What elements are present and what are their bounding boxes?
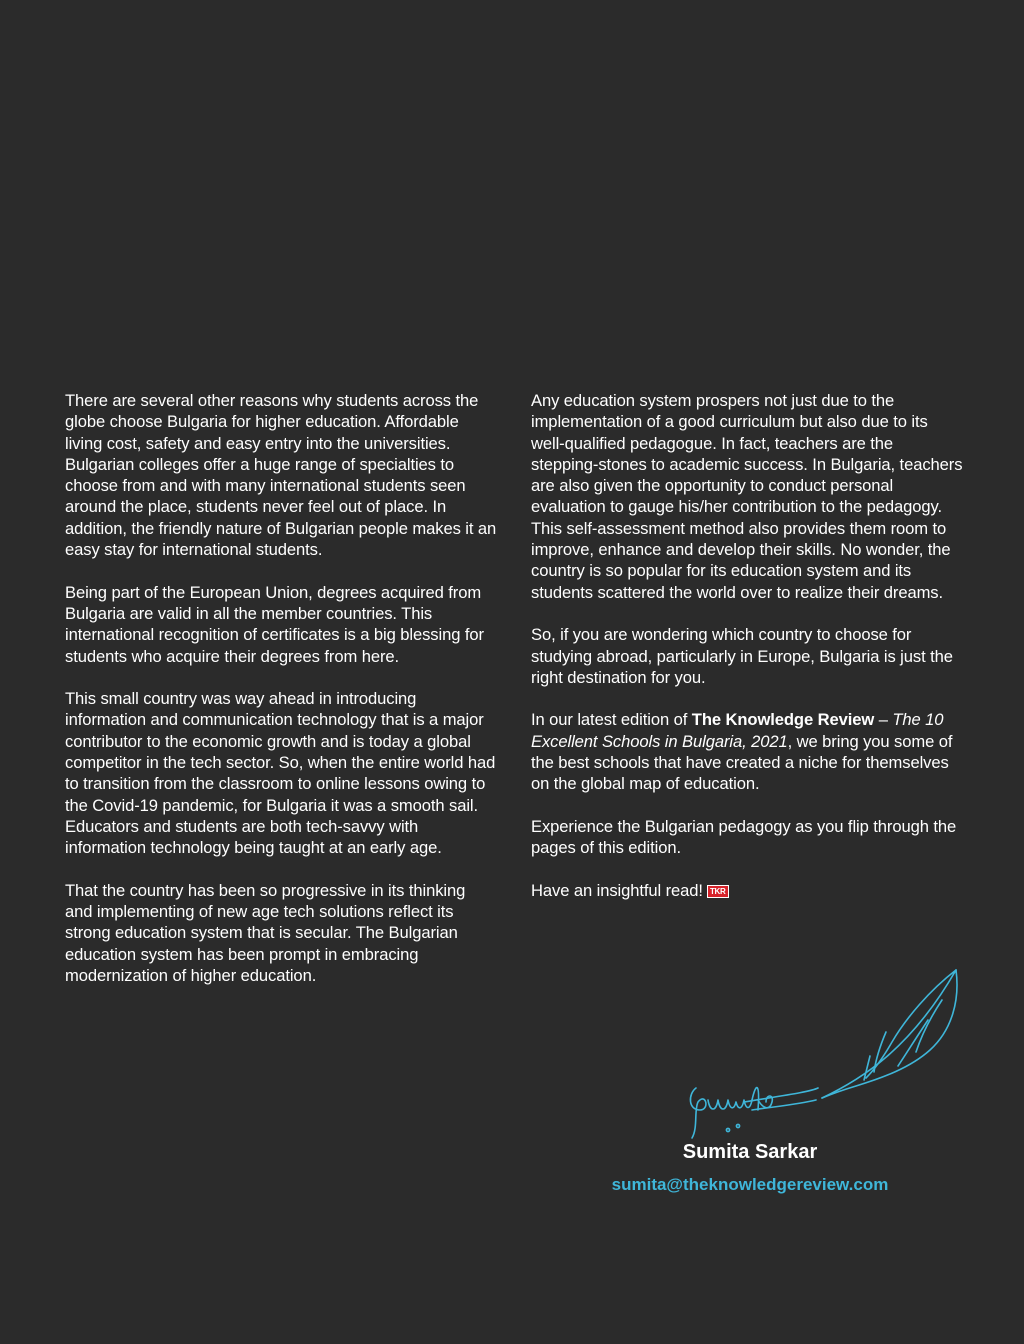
tkr-logo-icon: TKR [707, 885, 729, 898]
article-paragraph: Any education system prospers not just due to the implementation of a good curriculum but also due to its well-qualified pedagogue. In fact, teachers are the stepping-stones to academic success. In Bulgaria, teachers are also given the opportunity to conduct personal evaluation to gauge his/her contribution to the pedagogy. This self-assessment method also provides them room to improve, enhance and develop their skills. No wonder, the country is so popular for its education system and its students scattered the world over to realize their dreams. [531, 391, 963, 602]
author-name: Sumita Sarkar [682, 1141, 818, 1163]
article-right-column [531, 390, 963, 922]
edition-paragraph [531, 709, 963, 794]
closing-paragraph: Experience the Bulgarian pedagogy as you flip through the pages of this edition. [531, 816, 957, 858]
signoff-text: Have an insightful read! [531, 880, 703, 900]
edition-prefix: In our latest edition of [531, 710, 692, 730]
feather-quill-signature-icon [660, 960, 980, 1160]
article-paragraph: This small country was way ahead in introducing information and communication technology that is a major contributor to the economic growth and is today a global competitor in the tech sector. So, when the entire world had to transition from the classroom to online lessons owing to the Covid-19 pandemic, for Bulgaria it was a smooth sail. Educators and students are both tech-savvy with information technology being taught at an early age. [65, 689, 496, 858]
edition-suffix: , we bring you some of the best schools that have created a niche for themselves on the global map of education. [531, 731, 953, 794]
author-email-link[interactable]: sumita@theknowledgereview.com [611, 1175, 889, 1194]
article-paragraph: So, if you are wondering which country to choose for studying abroad, particularly in Europe, Bulgaria is just the right destination for you. [531, 625, 953, 687]
article-left-column [65, 390, 497, 1008]
signoff-line [531, 880, 963, 901]
issue-title: The 10 Excellent Schools in Bulgaria, 2021 [531, 710, 944, 751]
article-paragraph: There are several other reasons why students across the globe choose Bulgaria for higher education. Affordable living cost, safety and easy entry into the universities. Bulgarian colleges offer a huge range of specialties to choose from and with many international students seen around the place, students never feel out of place. In addition, the friendly nature of Bulgarian people makes it an easy stay for international students. [65, 391, 497, 560]
article-paragraph: That the country has been so progressive in its thinking and implementing of new age tech solutions reflect its strong education system that is secular. The Bulgarian education system has been prompt in embracing modernization of higher education. [65, 880, 466, 986]
article-paragraph: Being part of the European Union, degrees acquired from Bulgaria are valid in all the member countries. This international recognition of certificates is a big blessing for students who acquire their degrees from here. [65, 582, 484, 666]
magazine-name: The Knowledge Review [691, 710, 875, 730]
edition-dash: – [874, 710, 893, 730]
